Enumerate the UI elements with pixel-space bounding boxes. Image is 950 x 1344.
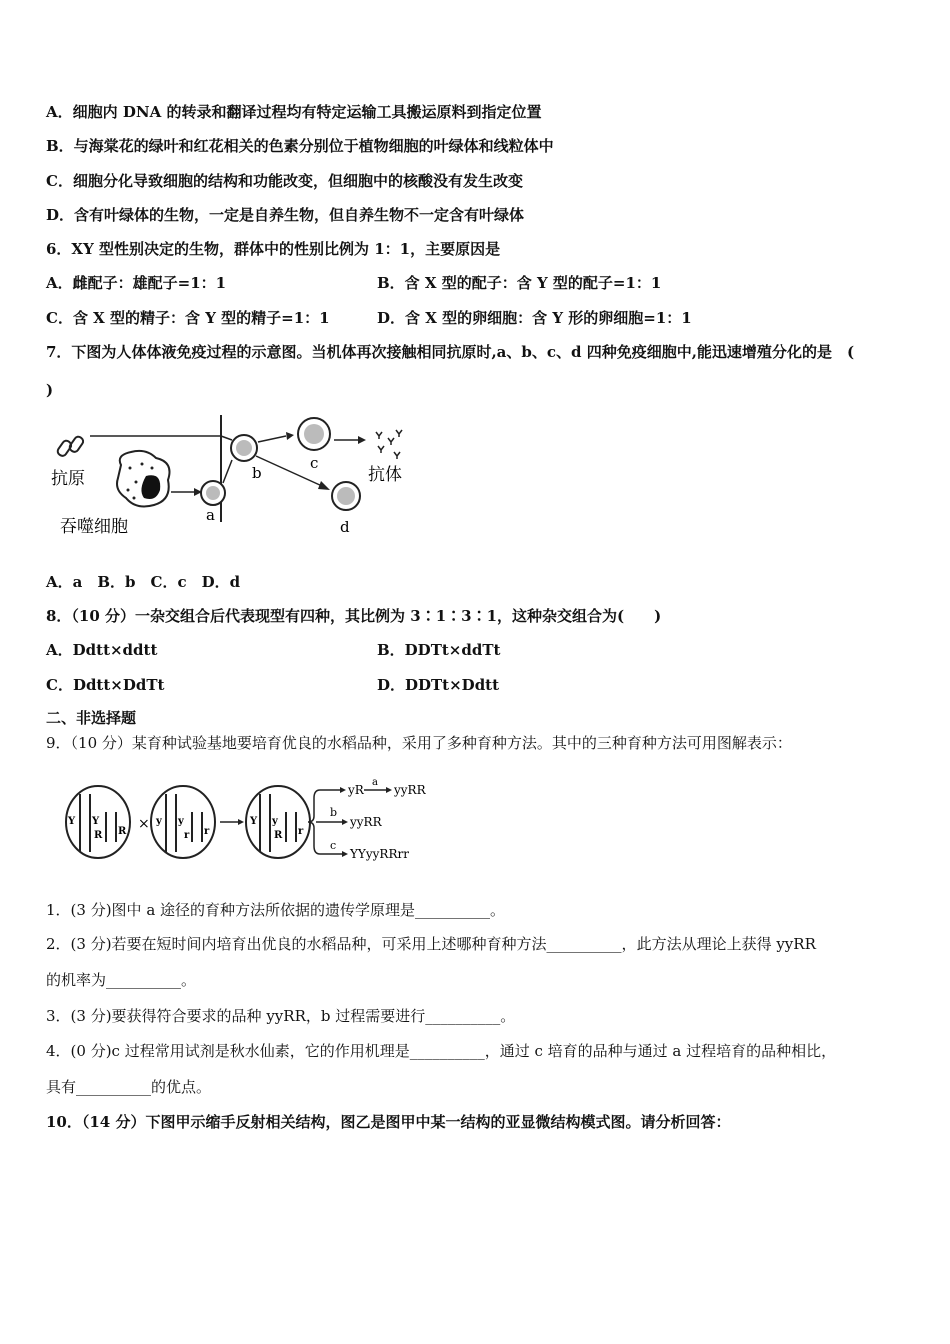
breeding-diagram	[58, 772, 428, 872]
path-c-result: YYyyRRrr	[350, 847, 409, 861]
svg-text:r: r	[184, 830, 190, 841]
q6-option-c: C．含 X 型的精子：含 Y 型的精子=1：1	[46, 309, 330, 327]
q6-option-a: A．雌配子：雄配子=1：1	[46, 274, 227, 292]
cell-b-label: b	[252, 464, 262, 482]
q5-option-a: A．细胞内 DNA 的转录和翻译过程均有特定运输工具搬运原料到指定位置	[46, 103, 542, 121]
svg-text:y: y	[178, 816, 184, 827]
path-a-label: a	[372, 777, 378, 788]
cell-c-label: c	[310, 454, 319, 472]
q7-stem: 7．下图为人体体液免疫过程的示意图。当机体再次接触相同抗原时,a、b、c、d 四种免疫细胞中,能迅速增殖分化的是 (	[46, 343, 855, 361]
svg-text:Y: Y	[68, 816, 76, 827]
q9-sub4-cont: 具有__________的优点。	[46, 1078, 212, 1096]
parent-cell-1	[66, 786, 130, 858]
cell-d-label: d	[340, 518, 350, 536]
immune-response-diagram	[46, 410, 416, 545]
q8-option-a: A．Ddtt×ddtt	[46, 641, 158, 659]
cell-c	[298, 418, 330, 450]
q8-option-c: C．Ddtt×DdTt	[46, 676, 165, 694]
antibody-label: 抗体	[368, 465, 402, 485]
cell-d	[332, 482, 360, 510]
q5-option-b: B．与海棠花的绿叶和红花相关的色素分别位于植物细胞的叶绿体和线粒体中	[46, 137, 554, 155]
path-a-intermediate: yR	[348, 783, 364, 797]
path-b-result: yyRR	[350, 815, 382, 829]
q9-sub2: 2．(3 分)若要在短时间内培育出优良的水稻品种，可采用上述哪种育种方法__________，此方法从理论上获得 yyRR	[46, 935, 816, 953]
q9-sub1: 1．(3 分)图中 a 途径的育种方法所依据的遗传学原理是__________。	[46, 901, 506, 919]
q9-sub3: 3．(3 分)要获得符合要求的品种 yyRR，b 过程需要进行__________。	[46, 1007, 516, 1025]
q8-option-b: B．DDTt×ddTt	[377, 641, 501, 659]
antibody-icon	[376, 430, 402, 459]
cross-symbol: ×	[138, 816, 150, 832]
svg-text:r: r	[204, 826, 210, 837]
svg-text:R: R	[94, 830, 103, 841]
q6-stem: 6．XY 型性别决定的生物，群体中的性别比例为 1：1，主要原因是	[46, 240, 501, 258]
q5-option-d: D．含有叶绿体的生物，一定是自养生物，但自养生物不一定含有叶绿体	[46, 206, 525, 224]
cell-b	[231, 435, 257, 461]
svg-text:r: r	[298, 826, 304, 837]
q8-stem: 8．（10 分）一杂交组合后代表现型有四种，其比例为 3∶1∶3∶1，这种杂交组合为( )	[46, 607, 662, 625]
antigen-label: 抗原	[51, 469, 85, 489]
cell-a-label: a	[206, 506, 215, 524]
phagocyte-label: 吞噬细胞	[60, 517, 128, 537]
antigen-icon	[56, 435, 85, 457]
svg-text:R: R	[274, 830, 283, 841]
q5-option-c: C．细胞分化导致细胞的结构和功能改变，但细胞中的核酸没有发生改变	[46, 172, 523, 190]
path-a-result: yyRR	[394, 783, 426, 797]
q8-option-d: D．DDTt×Ddtt	[377, 676, 500, 694]
q6-option-d: D．含 X 型的卵细胞：含 Y 形的卵细胞=1：1	[377, 309, 692, 327]
path-b-label: b	[330, 806, 338, 819]
q7-stem-close: )	[46, 381, 54, 399]
svg-text:y: y	[156, 816, 162, 827]
cell-a	[201, 481, 225, 505]
svg-text:Y: Y	[250, 816, 258, 827]
q10-stem: 10．（14 分）下图甲示缩手反射相关结构，图乙是图甲中某一结构的亚显微结构模式图。请分析回答：	[46, 1113, 731, 1131]
f1-cell	[246, 786, 310, 858]
q9-sub4: 4．(0 分)c 过程常用试剂是秋水仙素，它的作用机理是__________，通过 c 培育的品种与通过 a 过程培育的品种相比，	[46, 1042, 837, 1060]
q6-option-b: B．含 X 型的配子：含 Y 型的配子=1：1	[377, 274, 662, 292]
svg-text:R: R	[118, 826, 127, 837]
section-heading: 二、非选择题	[46, 709, 137, 727]
path-c-label: c	[330, 839, 337, 852]
q9-sub2-cont: 的机率为__________。	[46, 971, 197, 989]
parent-cell-2	[151, 786, 215, 858]
q9-stem: 9．（10 分）某育种试验基地要培育优良的水稻品种，采用了多种育种方法。其中的三种育种方法可用图解表示：	[46, 734, 792, 752]
svg-text:y: y	[272, 816, 278, 827]
phagocyte-icon	[117, 451, 170, 507]
svg-text:Y: Y	[92, 816, 100, 827]
q7-options: A．a B．b C．c D．d	[46, 573, 241, 591]
